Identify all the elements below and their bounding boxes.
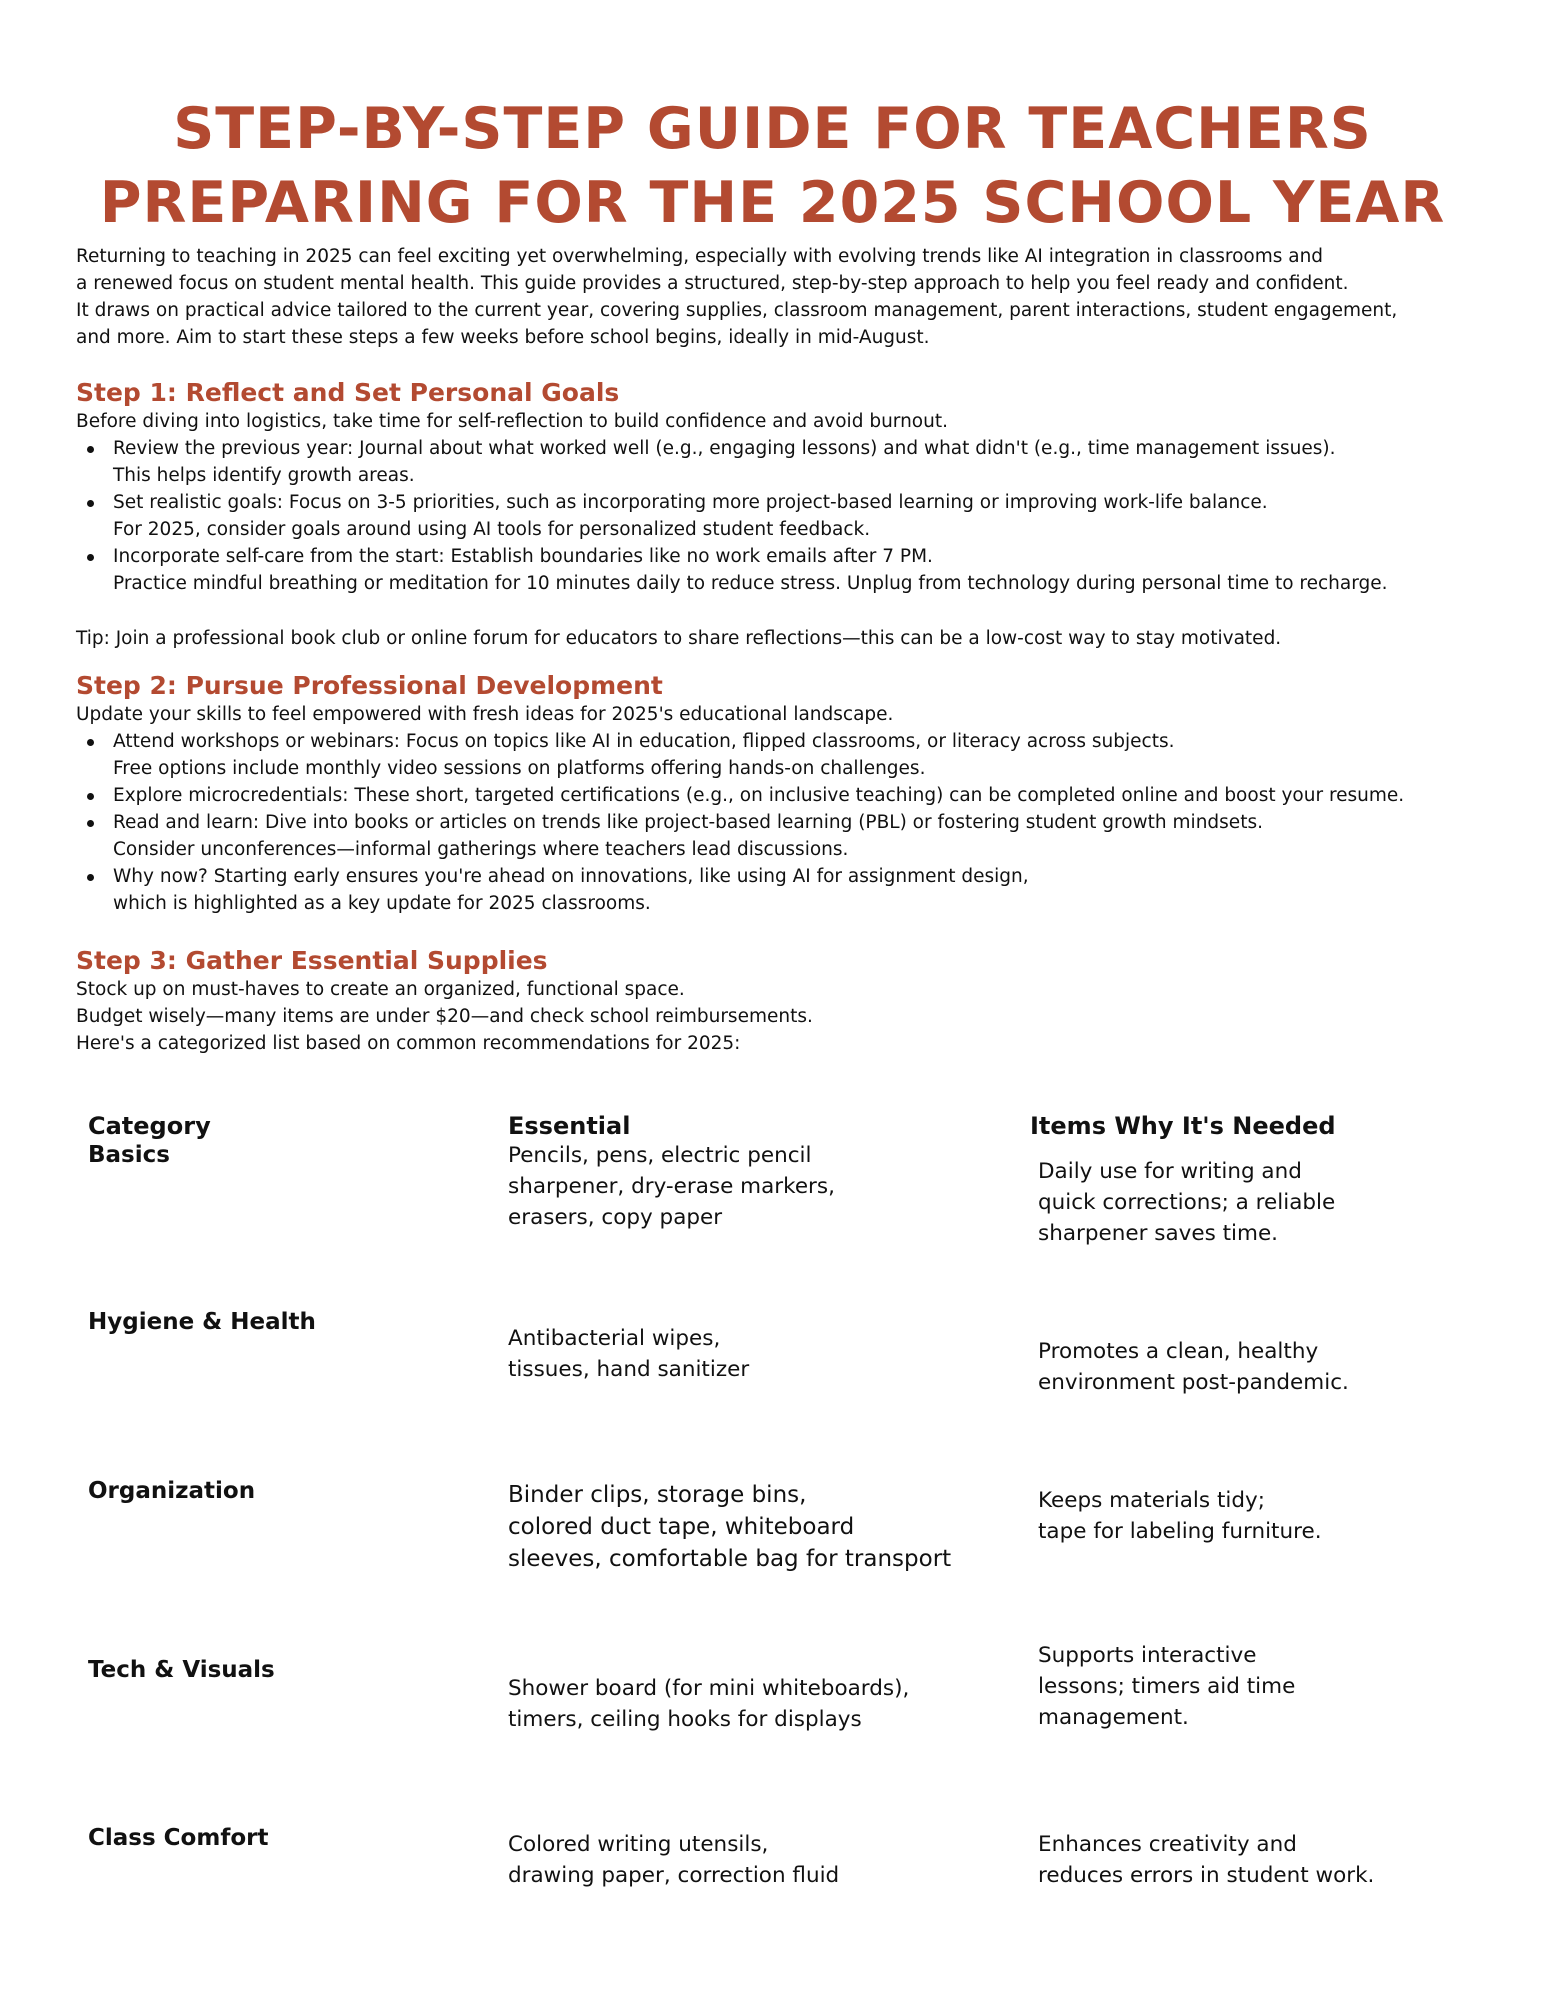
list-item <box>76 782 1496 809</box>
step-3-lead <box>76 976 1476 1057</box>
why-cell <box>1038 1156 1335 1249</box>
cell-line: Colored writing utensils, <box>508 1832 769 1857</box>
cell-line: Antibacterial wipes, <box>508 1326 721 1351</box>
list-item <box>76 543 1496 597</box>
list-item <box>76 435 1496 489</box>
intro-paragraph <box>76 243 1476 351</box>
cell-line: colored duct tape, whiteboard <box>508 1514 855 1540</box>
step-2-lead: Update your skills to feel empowered with fresh ideas for 2025's educational landscape. <box>76 704 894 725</box>
bullet-line: Practice mindful breathing or meditation for 10 minutes daily to reduce stress. Unplug from technology during personal time to recharge. <box>113 573 1388 594</box>
category-cell: Organization <box>88 1478 256 1504</box>
intro-line: It draws on practical advice tailored to the current year, covering supplies, classroom management, parent interactions, student engagement, <box>76 300 1398 321</box>
category-cell: Hygiene & Health <box>88 1309 316 1335</box>
items-cell <box>508 1829 839 1891</box>
cell-line: sleeves, comfortable bag for transport <box>508 1546 952 1572</box>
why-cell <box>1038 1485 1322 1547</box>
items-cell <box>508 1140 835 1233</box>
bullet-line: Free options include monthly video sessions on platforms offering hands-on challenges. <box>113 758 926 779</box>
why-cell <box>1038 1829 1374 1891</box>
list-item <box>76 489 1496 543</box>
cell-line: management. <box>1038 1705 1189 1730</box>
bullet-line: Attend workshops or webinars: Focus on topics like AI in education, flipped classrooms, or literacy across subjects. <box>113 731 1175 752</box>
items-cell <box>508 1479 951 1575</box>
cell-line: sharpener saves time. <box>1038 1221 1279 1246</box>
cell-line: tissues, hand sanitizer <box>508 1357 750 1382</box>
lead-line: Stock up on must-haves to create an organized, functional space. <box>76 979 685 1000</box>
intro-line: Returning to teaching in 2025 can feel exciting yet overwhelming, especially with evolving trends like AI integration in classrooms and <box>76 246 1324 267</box>
category-cell: Basics <box>88 1142 170 1168</box>
page-title-line-2: PREPARING FOR THE 2025 SCHOOL YEAR <box>99 170 1446 236</box>
list-item <box>76 809 1496 863</box>
step-1-tip: Tip: Join a professional book club or online forum for educators to share reflections—this can be a low-cost way to stay motivated. <box>76 628 1282 649</box>
step-1-lead: Before diving into logistics, take time for self-reflection to build confidence and avoid burnout. <box>76 411 948 432</box>
bullet-line: Incorporate self-care from the start: Establish boundaries like no work emails after 7 PM. <box>113 546 933 567</box>
cell-line: tape for labeling furniture. <box>1038 1519 1322 1544</box>
cell-line: Enhances creativity and <box>1038 1832 1297 1857</box>
step-2-heading: Step 2: Pursue Professional Development <box>76 671 663 700</box>
why-cell <box>1038 1336 1349 1398</box>
cell-line: erasers, copy paper <box>508 1205 723 1230</box>
category-cell: Class Comfort <box>88 1825 269 1851</box>
lead-line: Budget wisely—many items are under $20—and check school reimbursements. <box>76 1006 813 1027</box>
cell-line: Daily use for writing and <box>1038 1159 1302 1184</box>
step-1-bullet-list <box>76 435 1496 597</box>
cell-line: Pencils, pens, electric pencil <box>508 1143 812 1168</box>
cell-line: environment post-pandemic. <box>1038 1370 1349 1395</box>
page-title-line-1: STEP-BY-STEP GUIDE FOR TEACHERS <box>173 96 1372 162</box>
cell-line: timers, ceiling hooks for displays <box>508 1707 862 1732</box>
column-header-essential: Essential <box>508 1112 631 1140</box>
bullet-line: This helps identify growth areas. <box>113 465 415 486</box>
list-item <box>76 728 1496 782</box>
column-header-category: Category <box>88 1112 211 1140</box>
bullet-line: Review the previous year: Journal about what worked well (e.g., engaging lessons) and what didn't (e.g., time management issues). <box>113 438 1336 459</box>
items-cell <box>508 1673 909 1735</box>
category-cell: Tech & Visuals <box>88 1657 275 1683</box>
why-cell <box>1038 1640 1295 1733</box>
cell-line: Keeps materials tidy; <box>1038 1488 1265 1513</box>
cell-line: Supports interactive <box>1038 1643 1257 1668</box>
items-cell <box>508 1323 749 1385</box>
cell-line: sharpener, dry-erase markers, <box>508 1174 835 1199</box>
cell-line: quick corrections; a reliable <box>1038 1190 1336 1215</box>
step-2-bullet-list <box>76 728 1496 917</box>
bullet-line: Consider unconferences—informal gatherings where teachers lead discussions. <box>113 839 849 860</box>
bullet-line: which is highlighted as a key update for 2025 classrooms. <box>113 893 651 914</box>
cell-line: reduces errors in student work. <box>1038 1863 1375 1888</box>
bullet-line: Explore microcredentials: These short, targeted certifications (e.g., on inclusive teaching) can be completed online and boost your resume. <box>113 785 1405 806</box>
step-3-heading: Step 3: Gather Essential Supplies <box>76 946 548 975</box>
lead-line: Here's a categorized list based on common recommendations for 2025: <box>76 1033 741 1054</box>
cell-line: Binder clips, storage bins, <box>508 1482 807 1508</box>
bullet-line: Read and learn: Dive into books or articles on trends like project-based learning (PBL) or fostering student growth mindsets. <box>113 812 1263 833</box>
intro-line: a renewed focus on student mental health. This guide provides a structured, step-by-step approach to help you feel ready and confident. <box>76 273 1349 294</box>
list-item <box>76 863 1496 917</box>
page-title <box>0 92 1545 240</box>
bullet-line: Why now? Starting early ensures you're ahead on innovations, like using AI for assignment design, <box>113 866 1029 887</box>
column-header-why: Items Why It's Needed <box>1030 1112 1336 1140</box>
step-1-heading: Step 1: Reflect and Set Personal Goals <box>76 378 620 407</box>
cell-line: lessons; timers aid time <box>1038 1674 1296 1699</box>
cell-line: Shower board (for mini whiteboards), <box>508 1676 910 1701</box>
cell-line: drawing paper, correction fluid <box>508 1863 840 1888</box>
bullet-line: Set realistic goals: Focus on 3-5 priorities, such as incorporating more project-based learning or improving work-life balance. <box>113 492 1268 513</box>
bullet-line: For 2025, consider goals around using AI tools for personalized student feedback. <box>113 519 871 540</box>
intro-line: and more. Aim to start these steps a few weeks before school begins, ideally in mid-August. <box>76 327 930 348</box>
cell-line: Promotes a clean, healthy <box>1038 1339 1319 1364</box>
